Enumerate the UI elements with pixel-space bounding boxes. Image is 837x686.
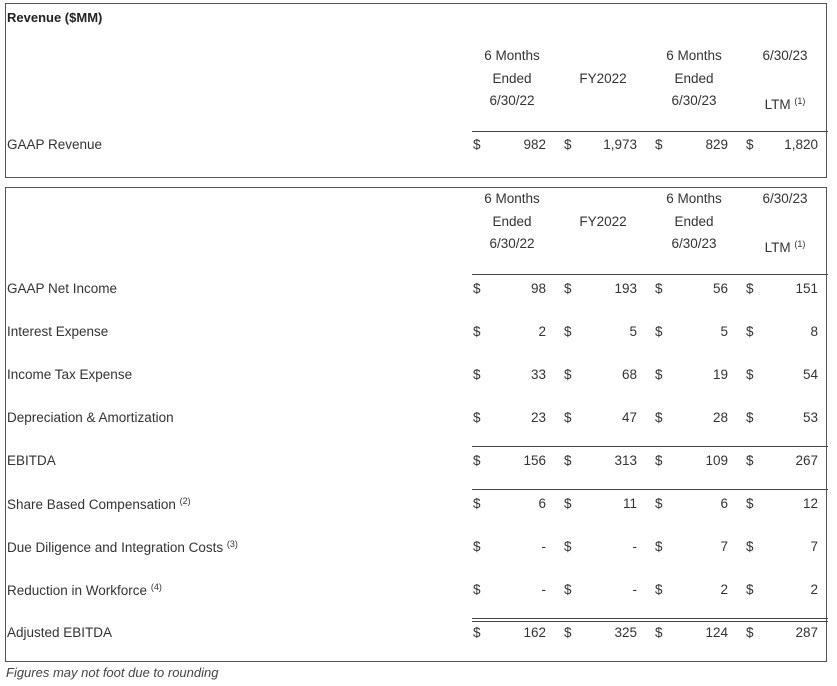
row-label: Income Tax Expense xyxy=(7,367,133,382)
row-label: Reduction in Workforce $^{(4)}$ xyxy=(7,582,162,598)
currency-symbol: $ xyxy=(655,582,663,597)
cell-value: 109 xyxy=(705,453,728,468)
cell-value: 47 xyxy=(621,410,637,425)
cell-value: 2 xyxy=(810,582,818,597)
cell-value: 8 xyxy=(810,324,818,339)
table-row xyxy=(6,493,826,515)
currency-symbol: $ xyxy=(655,281,663,296)
cell-value: 151 xyxy=(795,281,818,296)
currency-symbol: $ xyxy=(564,324,572,339)
cell-value: 12 xyxy=(802,496,818,511)
currency-symbol: $ xyxy=(655,539,663,554)
currency-symbol: $ xyxy=(655,367,663,382)
currency-symbol: $ xyxy=(473,137,481,152)
currency-symbol: $ xyxy=(746,324,754,339)
cell-value: 829 xyxy=(705,137,728,152)
cell-value: 56 xyxy=(712,281,728,296)
cell-value: 7 xyxy=(720,539,728,554)
cell-value: 5 xyxy=(720,324,728,339)
cell-value: 68 xyxy=(621,367,637,382)
currency-symbol: $ xyxy=(655,496,663,511)
column-header-ltm: 6/30/23 LTM $^{(1)}$ xyxy=(762,48,808,112)
cell-value: 325 xyxy=(614,625,637,640)
currency-symbol: $ xyxy=(746,410,754,425)
currency-symbol: $ xyxy=(746,539,754,554)
cell-value: 98 xyxy=(530,281,546,296)
table-row xyxy=(6,321,826,343)
table-row xyxy=(6,134,826,156)
cell-value: 53 xyxy=(802,410,818,425)
currency-symbol: $ xyxy=(564,453,572,468)
ebitda-table xyxy=(5,187,827,662)
footnote-marker: (2) xyxy=(179,496,191,506)
table-row xyxy=(6,622,826,644)
footnote-marker: (3) xyxy=(226,539,238,549)
table-row xyxy=(6,536,826,558)
cell-value: - xyxy=(632,539,637,554)
footnote: Figures may not foot due to rounding xyxy=(6,665,219,680)
currency-symbol: $ xyxy=(473,453,481,468)
currency-symbol: $ xyxy=(564,582,572,597)
currency-symbol: $ xyxy=(473,539,481,554)
currency-symbol: $ xyxy=(746,625,754,640)
table-row xyxy=(6,364,826,386)
row-label: GAAP Revenue xyxy=(7,137,103,152)
cell-value: - xyxy=(541,539,546,554)
row-label: Due Diligence and Integration Costs $^{(3)}$ xyxy=(7,539,238,555)
currency-symbol: $ xyxy=(473,324,481,339)
currency-symbol: $ xyxy=(655,453,663,468)
currency-symbol: $ xyxy=(473,367,481,382)
column-header-6m-2022: 6 Months Ended 6/30/22 xyxy=(484,48,540,108)
row-rule xyxy=(472,446,828,447)
currency-symbol: $ xyxy=(655,625,663,640)
cell-value: 28 xyxy=(712,410,728,425)
table-row xyxy=(6,278,826,300)
cell-value: 54 xyxy=(802,367,818,382)
currency-symbol: $ xyxy=(746,137,754,152)
column-header-fy2022: FY2022 xyxy=(579,213,627,229)
row-label: EBITDA xyxy=(7,453,56,468)
row-label: Depreciation & Amortization xyxy=(7,410,174,425)
revenue-table-title: Revenue ($MM) xyxy=(7,10,103,25)
column-header-6m-2023: 6 Months Ended 6/30/23 xyxy=(666,191,722,251)
footnote-marker: (4) xyxy=(150,582,162,592)
cell-value: - xyxy=(632,582,637,597)
currency-symbol: $ xyxy=(746,582,754,597)
header-rule xyxy=(472,131,828,132)
currency-symbol: $ xyxy=(655,137,663,152)
cell-value: 1,820 xyxy=(784,137,818,152)
cell-value: 156 xyxy=(523,453,546,468)
currency-symbol: $ xyxy=(473,496,481,511)
column-header-ltm: 6/30/23 LTM $^{(1)}$ xyxy=(762,191,808,255)
table-row xyxy=(6,450,826,472)
currency-symbol: $ xyxy=(564,496,572,511)
currency-symbol: $ xyxy=(564,281,572,296)
cell-value: 11 xyxy=(622,496,637,511)
currency-symbol: $ xyxy=(473,625,481,640)
cell-value: 33 xyxy=(530,367,546,382)
currency-symbol: $ xyxy=(655,410,663,425)
cell-value: 2 xyxy=(720,582,728,597)
currency-symbol: $ xyxy=(746,496,754,511)
currency-symbol: $ xyxy=(473,582,481,597)
currency-symbol: $ xyxy=(564,367,572,382)
cell-value: 1,973 xyxy=(603,137,637,152)
column-header-6m-2022: 6 Months Ended 6/30/22 xyxy=(484,191,540,251)
row-label: GAAP Net Income xyxy=(7,281,118,296)
row-label: Adjusted EBITDA xyxy=(7,625,113,640)
row-label: Share Based Compensation $^{(2)}$ xyxy=(7,496,191,512)
currency-symbol: $ xyxy=(746,453,754,468)
cell-value: 19 xyxy=(712,367,728,382)
cell-value: 267 xyxy=(795,453,818,468)
table-row xyxy=(6,579,826,601)
table-row xyxy=(6,407,826,429)
column-header-6m-2023: 6 Months Ended 6/30/23 xyxy=(666,48,722,108)
row-label: Interest Expense xyxy=(7,324,109,339)
cell-value: 193 xyxy=(614,281,637,296)
cell-value: 6 xyxy=(720,496,728,511)
cell-value: 124 xyxy=(705,625,728,640)
cell-value: 982 xyxy=(523,137,546,152)
row-rule xyxy=(472,274,828,275)
currency-symbol: $ xyxy=(564,410,572,425)
column-header-fy2022: FY2022 xyxy=(579,70,627,86)
currency-symbol: $ xyxy=(564,137,572,152)
currency-symbol: $ xyxy=(473,410,481,425)
currency-symbol: $ xyxy=(564,539,572,554)
cell-value: 2 xyxy=(538,324,546,339)
cell-value: 5 xyxy=(629,324,637,339)
cell-value: 6 xyxy=(538,496,546,511)
currency-symbol: $ xyxy=(746,281,754,296)
currency-symbol: $ xyxy=(655,324,663,339)
cell-value: - xyxy=(541,582,546,597)
cell-value: 162 xyxy=(523,625,546,640)
revenue-table xyxy=(5,3,827,178)
currency-symbol: $ xyxy=(564,625,572,640)
cell-value: 23 xyxy=(530,410,546,425)
currency-symbol: $ xyxy=(473,281,481,296)
cell-value: 7 xyxy=(810,539,818,554)
row-rule xyxy=(472,489,828,490)
cell-value: 313 xyxy=(614,453,637,468)
cell-value: 287 xyxy=(795,625,818,640)
currency-symbol: $ xyxy=(746,367,754,382)
